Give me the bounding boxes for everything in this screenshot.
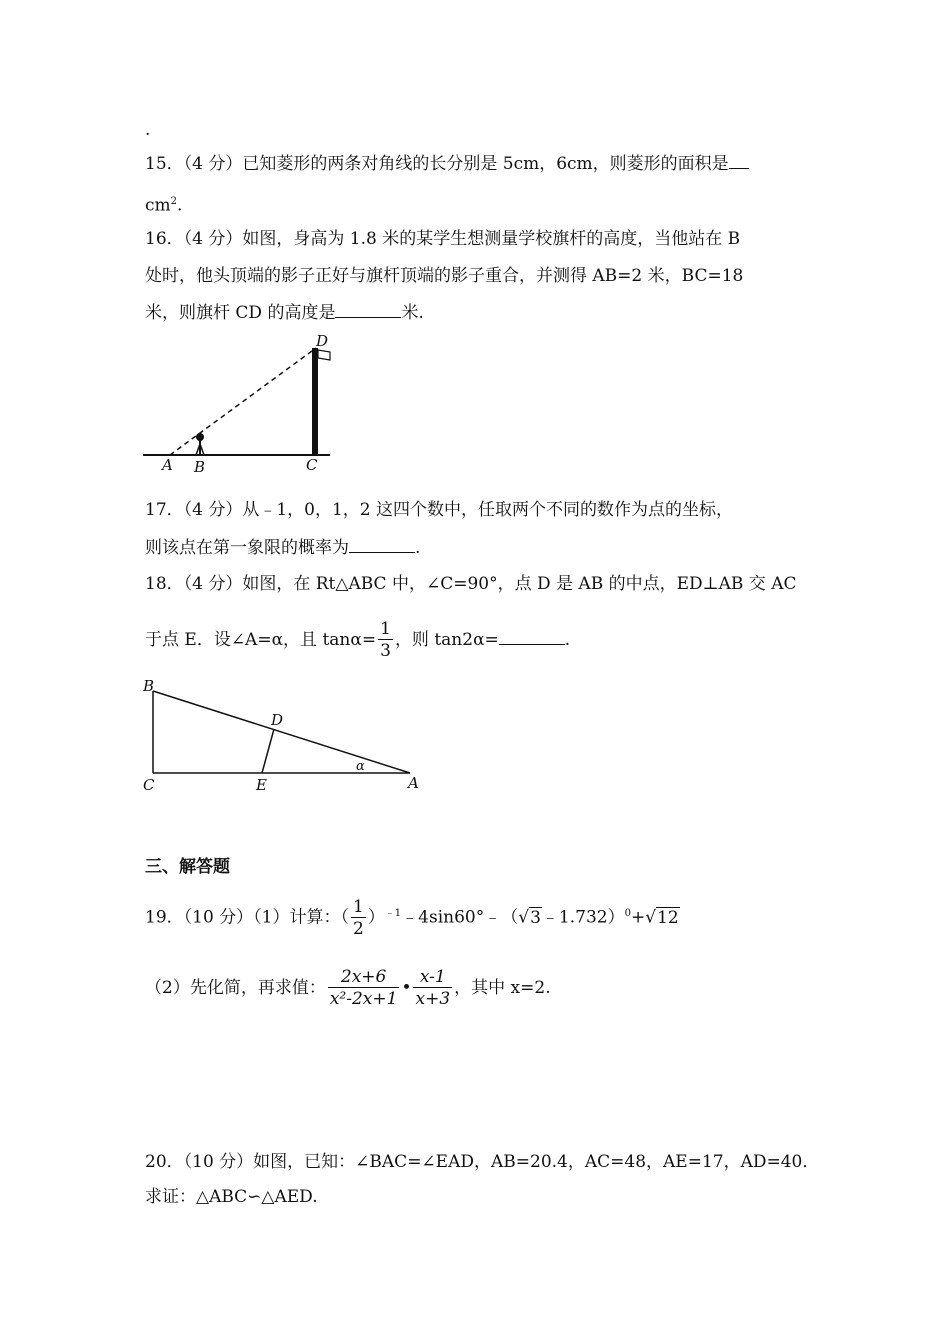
q18-label-d: D bbox=[271, 711, 284, 729]
section-title: 三、解答题 bbox=[145, 857, 230, 877]
q19-root1: 3 bbox=[530, 907, 541, 928]
q16-flagpole bbox=[312, 348, 318, 455]
q19-p2-suffix: ，其中 x=2. bbox=[454, 978, 551, 998]
q19-mid: ） bbox=[367, 907, 385, 928]
q16-text: 米，则旗杆 CD 的高度是 bbox=[145, 303, 336, 323]
q19-p2-prefix: （2）先化简，再求值： bbox=[145, 978, 326, 998]
q19-prefix: 19．（10 分）（1）计算：（ bbox=[145, 907, 349, 928]
q19-f1-den: x²-2x+1 bbox=[329, 989, 398, 1009]
q16-label-b: B bbox=[194, 458, 206, 476]
q18-label-a: A bbox=[408, 774, 419, 792]
q16-label-d: D bbox=[316, 332, 329, 350]
q18-blank bbox=[499, 628, 565, 645]
q18-text: 于点 E．设∠A=α，且 tanα= bbox=[145, 630, 377, 650]
q19-rest: ﹣4sin60°﹣（ bbox=[401, 907, 519, 928]
q16-line3 bbox=[145, 301, 424, 325]
q19-f2-num: x-1 bbox=[413, 967, 452, 988]
q19-fraction1 bbox=[328, 967, 400, 1010]
q15-line2 bbox=[145, 190, 182, 218]
q19-fraction2 bbox=[413, 967, 452, 1010]
q15-unit: cm bbox=[145, 195, 171, 216]
q18-frac-num: 1 bbox=[380, 619, 391, 639]
q19-part2 bbox=[145, 962, 551, 1014]
q16-line2: 处时，他头顶端的影子正好与旗杆顶端的影子重合，并测得 AB=2 米，BC=18 bbox=[145, 266, 744, 286]
q16-label-a: A bbox=[162, 456, 173, 474]
sqrt-icon: √ bbox=[645, 907, 657, 928]
q18-label-b: B bbox=[143, 677, 155, 695]
q15-blank bbox=[729, 152, 749, 169]
q18-end: . bbox=[564, 630, 571, 650]
sqrt-icon: √ bbox=[518, 907, 530, 928]
q19-dot: • bbox=[401, 978, 412, 998]
q15-text: 15．（4 分）已知菱形的两条对角线的长分别是 5cm，6cm，则菱形的面积是 bbox=[145, 154, 729, 174]
q18-label-c: C bbox=[143, 776, 155, 794]
q16-student-head bbox=[196, 433, 204, 441]
q19-f1-num: 2x+6 bbox=[328, 967, 400, 988]
q18-text2: ，则 tan2α= bbox=[394, 630, 499, 650]
q18-line1: 18．（4 分）如图，在 Rt△ABC 中，∠C=90°，点 D 是 AB 的中点，ED⊥AB 交 AC bbox=[145, 574, 797, 594]
q16-figure bbox=[140, 330, 340, 478]
q19-frac-den: 2 bbox=[352, 918, 364, 939]
q19-fraction bbox=[351, 897, 366, 940]
q19-exp2: 0 bbox=[624, 908, 631, 919]
q20-line1: 20．（10 分）如图，已知：∠BAC=∠EAD，AB=20.4，AC=48，AE=17，AD=40． bbox=[145, 1152, 820, 1172]
q19-root2: 12 bbox=[657, 907, 679, 928]
q18-figure bbox=[138, 676, 428, 794]
q18-line2 bbox=[145, 618, 570, 662]
q18-label-alpha: α bbox=[356, 759, 365, 774]
q15-end: . bbox=[177, 195, 183, 216]
q17-line1: 17．（4 分）从﹣1，0，1，2 这四个数中，任取两个不同的数作为点的坐标， bbox=[145, 500, 734, 520]
q18-side-ab bbox=[153, 691, 410, 773]
q16-end: 米. bbox=[401, 303, 424, 323]
q17-line2 bbox=[145, 536, 420, 560]
q17-end: . bbox=[415, 538, 421, 558]
q18-fraction bbox=[378, 619, 393, 662]
q16-blank bbox=[335, 301, 401, 318]
q17-blank bbox=[349, 536, 415, 553]
q16-line1: 16．（4 分）如图，身高为 1.8 米的某学生想测量学校旗杆的高度，当他站在 B bbox=[145, 229, 741, 249]
q19-rest2: ﹣1.732） bbox=[541, 907, 625, 928]
q18-label-e: E bbox=[256, 776, 267, 794]
q15-sup: 2 bbox=[170, 196, 178, 207]
q19-exp: ﹣1 bbox=[384, 908, 402, 919]
stray-dot: . bbox=[145, 120, 151, 140]
q19-plus: + bbox=[630, 907, 646, 928]
q19-frac-num: 1 bbox=[352, 896, 364, 917]
q18-segment-ed bbox=[262, 729, 274, 773]
q19-f2-den: x+3 bbox=[415, 989, 451, 1009]
q18-frac-den: 3 bbox=[380, 641, 391, 661]
q20-line2: 求证：△ABC∽△AED. bbox=[145, 1187, 318, 1207]
q17-text: 则该点在第一象限的概率为 bbox=[145, 538, 349, 558]
q19-part1 bbox=[145, 892, 680, 940]
q16-flag-icon bbox=[318, 350, 330, 360]
q16-label-c: C bbox=[306, 456, 318, 474]
q16-shadow-line bbox=[170, 348, 316, 455]
q15-line1 bbox=[145, 152, 749, 176]
